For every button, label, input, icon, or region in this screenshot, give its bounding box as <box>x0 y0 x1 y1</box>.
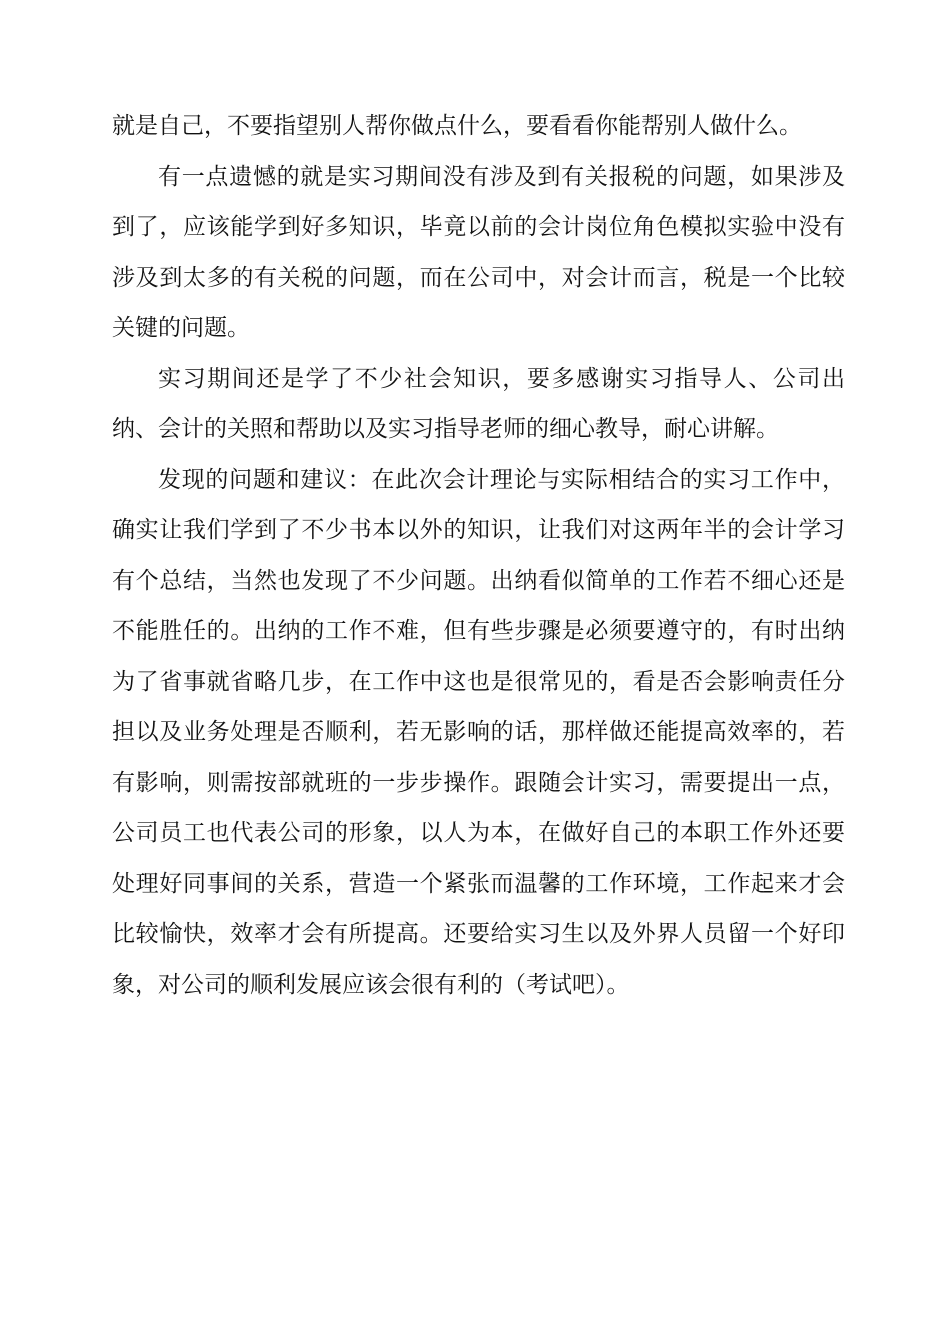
document-page <box>112 101 845 1010</box>
paragraph-tax-regret: 有一点遗憾的就是实习期间没有涉及到有关报税的问题，如果涉及到了，应该能学到好多知识，毕竟以前的会计岗位角色模拟实验中没有涉及到太多的有关税的问题，而在公司中，对会计而言，税是一个比较关键的问题。 <box>112 163 845 341</box>
paragraph-gratitude: 实习期间还是学了不少社会知识，要多感谢实习指导人、公司出纳、会计的关照和帮助以及实习指导老师的细心教导，耐心讲解。 <box>112 365 845 442</box>
paragraph-continuation: 就是自己，不要指望别人帮你做点什么，要看看你能帮别人做什么。 <box>112 113 802 139</box>
paragraph-problems-suggestions: 发现的问题和建议：在此次会计理论与实际相结合的实习工作中，确实让我们学到了不少书本以外的知识，让我们对这两年半的会计学习有个总结，当然也发现了不少问题。出纳看似简单的工作若不细心还是不能胜任的。出纳的工作不难，但有些步骤是必须要遵守的，有时出纳为了省事就省略几步，在工作中这也是很常见的，看是否会影响责任分担以及业务处理是否顺利，若无影响的话，那样做还能提高效率的，若有影响，则需按部就班的一步步操作。跟随会计实习，需要提出一点，公司员工也代表公司的形象，以人为本，在做好自己的本职工作外还要处理好同事间的关系，营造一个紧张而温馨的工作环境，工作起来才会比较愉快，效率才会有所提高。还要给实习生以及外界人员留一个好印象，对公司的顺利发展应该会很有利的（考试吧）。 <box>112 466 845 998</box>
